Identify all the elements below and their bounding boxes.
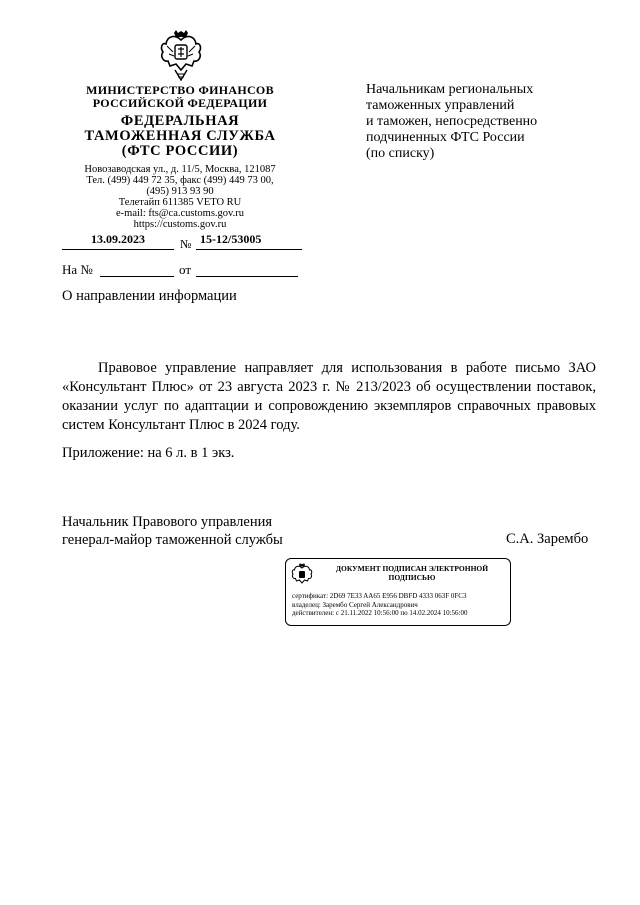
document-number: 15-12/53005 (196, 232, 302, 250)
document-date: 13.09.2023 (62, 232, 174, 250)
reference-row (62, 262, 302, 278)
reference-label: На № (62, 262, 93, 277)
attachment-note: Приложение: на 6 л. в 1 экз. (62, 445, 235, 461)
stamp-title: ДОКУМЕНТ ПОДПИСАН ЭЛЕКТРОННОЙ ПОДПИСЬЮ (335, 564, 489, 582)
reference-number-line (100, 276, 174, 277)
e-signature-stamp (285, 558, 511, 626)
ministry-name: МИНИСТЕРСТВО ФИНАНСОВ РОССИЙСКОЙ ФЕДЕРАЦИИ (86, 83, 274, 110)
service-name: ФЕДЕРАЛЬНАЯ ТАМОЖЕННАЯ СЛУЖБА (ФТС РОССИИ) (84, 113, 276, 159)
document-subject: О направлении информации (62, 288, 237, 304)
addressee-block: Начальникам региональных таможенных управлений и таможен, непосредственно подчиненных ФТС России (по списку) (366, 82, 538, 161)
signatory-title: Начальник Правового управления генерал-майор таможенной службы (62, 514, 283, 548)
signatory-name: С.А. Зарембо (506, 531, 589, 547)
stamp-emblem-icon (290, 563, 314, 585)
coat-of-arms-emblem (157, 30, 205, 82)
stamp-certificate: сертификат: 2D69 7E33 AA65 E956 DBFD 4333 063F 0FC3 (292, 592, 467, 600)
reference-date-label: от (179, 262, 192, 277)
contact-address: Новозаводская ул., д. 11/5, Москва, 121087 Тел. (499) 449 72 35, факс (499) 449 73 00, (495) 913 93 90 Телетайп 611385 VETO RU e-mail: fts@ca.customs.gov.ru https://customs.gov.ru (84, 164, 276, 230)
number-sign: № (180, 237, 192, 251)
document-body: Правовое управление направляет для использования в работе письмо ЗАО «Консультант Плюс» от 23 августа 2023 г. № 213/2023 об осуществлении поставок, оказании услуг по адаптации и сопровождению экземпляров справочных правовых систем Консультант Плюс в 2024 году. (62, 360, 596, 433)
reference-date-line (196, 276, 298, 277)
stamp-validity: действителен: с 21.11.2022 10:56:00 по 14.02.2024 10:56:00 (292, 609, 468, 617)
stamp-details (292, 592, 508, 618)
stamp-owner: владелец: Зарембо Сергей Александрович (292, 600, 418, 609)
